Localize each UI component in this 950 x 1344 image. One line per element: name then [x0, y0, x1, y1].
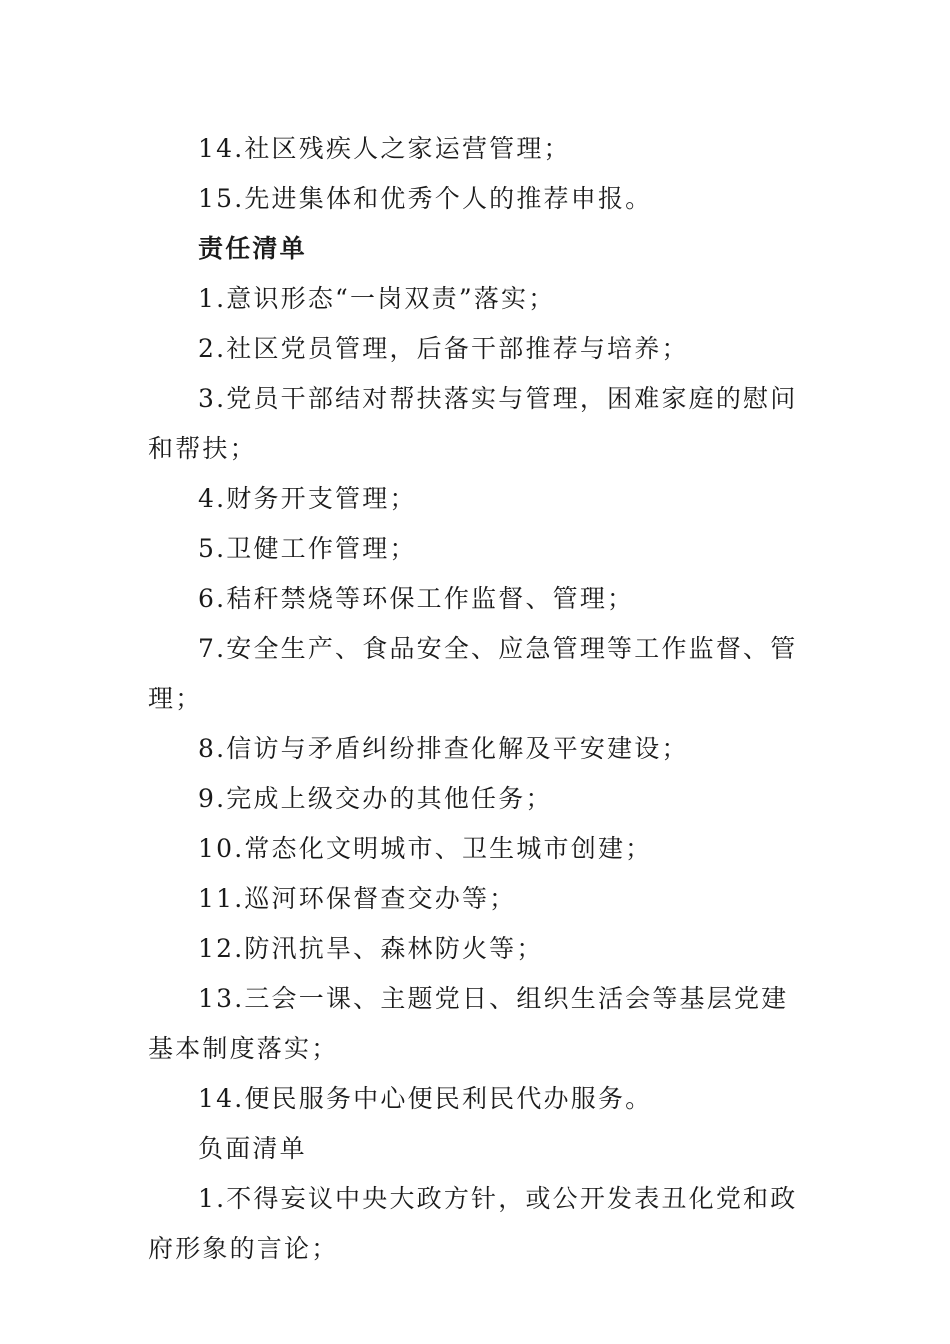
section-heading-negative: 负面清单 — [198, 1134, 307, 1163]
list-item: 9.完成上级交办的其他任务； — [198, 784, 553, 813]
list-item: 1.不得妄议中央大政方针，或公开发表丑化党和政府形象的言论； — [148, 1184, 798, 1263]
section-heading-responsibility: 责任清单 — [198, 234, 307, 263]
list-item: 8.信访与矛盾纠纷排查化解及平安建设； — [198, 734, 689, 763]
document-body — [148, 124, 808, 1274]
list-item: 5.卫健工作管理； — [198, 534, 417, 563]
list-item: 4.财务开支管理； — [198, 484, 417, 513]
list-item: 11.巡河环保督查交办等； — [198, 884, 517, 913]
list-item: 2.社区党员管理，后备干部推荐与培养； — [198, 334, 689, 363]
list-item: 14.便民服务中心便民利民代办服务。 — [198, 1084, 653, 1113]
list-item: 14.社区残疾人之家运营管理； — [198, 134, 571, 163]
list-item: 15.先进集体和优秀个人的推荐申报。 — [198, 184, 653, 213]
list-item: 7.安全生产、食品安全、应急管理等工作监督、管理； — [148, 634, 798, 713]
list-item: 1.意识形态“一岗双责”落实； — [198, 284, 556, 313]
list-item: 6.秸秆禁烧等环保工作监督、管理； — [198, 584, 635, 613]
list-item: 12.防汛抗旱、森林防火等； — [198, 934, 544, 963]
list-item: 13.三会一课、主题党日、组织生活会等基层党建基本制度落实； — [148, 984, 789, 1063]
list-item: 3.党员干部结对帮扶落实与管理，困难家庭的慰问和帮扶； — [148, 384, 798, 463]
list-item: 10.常态化文明城市、卫生城市创建； — [198, 834, 653, 863]
